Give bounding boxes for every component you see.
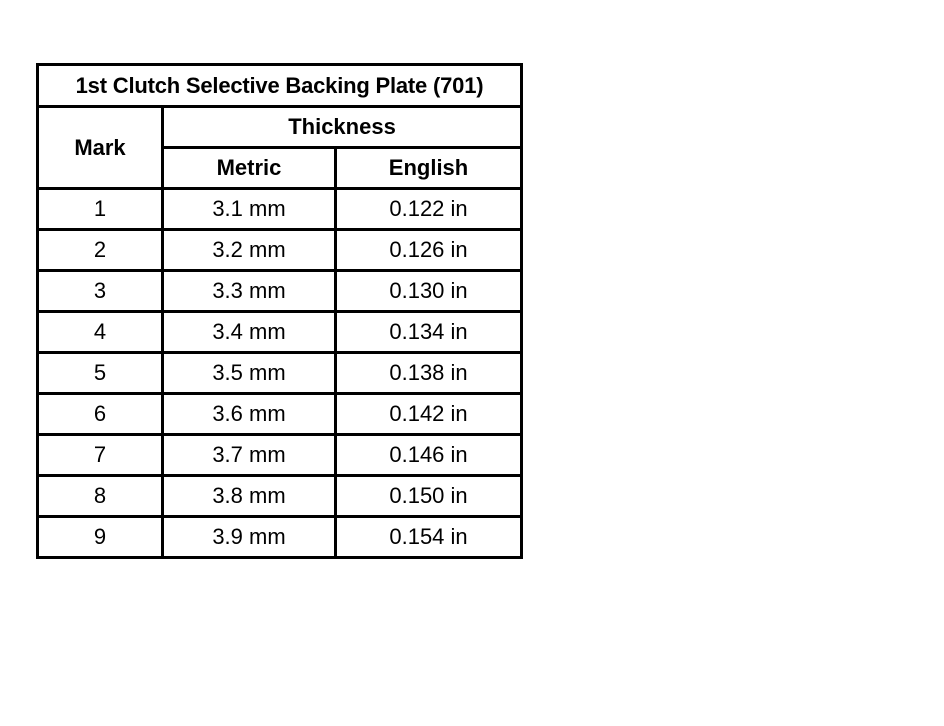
- metric-cell: 3.7 mm: [163, 435, 336, 476]
- table-row: [38, 435, 522, 476]
- metric-cell: 3.4 mm: [163, 312, 336, 353]
- metric-cell: 3.9 mm: [163, 517, 336, 558]
- mark-column-header: Mark: [38, 107, 163, 189]
- english-column-header: English: [336, 148, 522, 189]
- english-cell: 0.138 in: [336, 353, 522, 394]
- mark-cell: 3: [38, 271, 163, 312]
- table-row: [38, 394, 522, 435]
- english-cell: 0.134 in: [336, 312, 522, 353]
- mark-cell: 9: [38, 517, 163, 558]
- mark-cell: 7: [38, 435, 163, 476]
- metric-cell: 3.8 mm: [163, 476, 336, 517]
- metric-cell: 3.2 mm: [163, 230, 336, 271]
- english-cell: 0.146 in: [336, 435, 522, 476]
- table-row: [38, 353, 522, 394]
- mark-cell: 2: [38, 230, 163, 271]
- metric-cell: 3.5 mm: [163, 353, 336, 394]
- table-row: [38, 476, 522, 517]
- mark-cell: 1: [38, 189, 163, 230]
- metric-cell: 3.1 mm: [163, 189, 336, 230]
- table-title-row: [38, 65, 522, 107]
- mark-cell: 8: [38, 476, 163, 517]
- table-header-row: [38, 107, 522, 148]
- metric-cell: 3.6 mm: [163, 394, 336, 435]
- backing-plate-spec-table: [36, 63, 523, 559]
- english-cell: 0.130 in: [336, 271, 522, 312]
- metric-cell: 3.3 mm: [163, 271, 336, 312]
- metric-column-header: Metric: [163, 148, 336, 189]
- table-row: [38, 517, 522, 558]
- table-title: 1st Clutch Selective Backing Plate (701): [38, 65, 522, 107]
- mark-cell: 4: [38, 312, 163, 353]
- table-row: [38, 189, 522, 230]
- table-row: [38, 230, 522, 271]
- english-cell: 0.150 in: [336, 476, 522, 517]
- table-row: [38, 312, 522, 353]
- table-row: [38, 271, 522, 312]
- mark-cell: 6: [38, 394, 163, 435]
- english-cell: 0.154 in: [336, 517, 522, 558]
- mark-cell: 5: [38, 353, 163, 394]
- english-cell: 0.142 in: [336, 394, 522, 435]
- english-cell: 0.122 in: [336, 189, 522, 230]
- english-cell: 0.126 in: [336, 230, 522, 271]
- thickness-group-header: Thickness: [163, 107, 522, 148]
